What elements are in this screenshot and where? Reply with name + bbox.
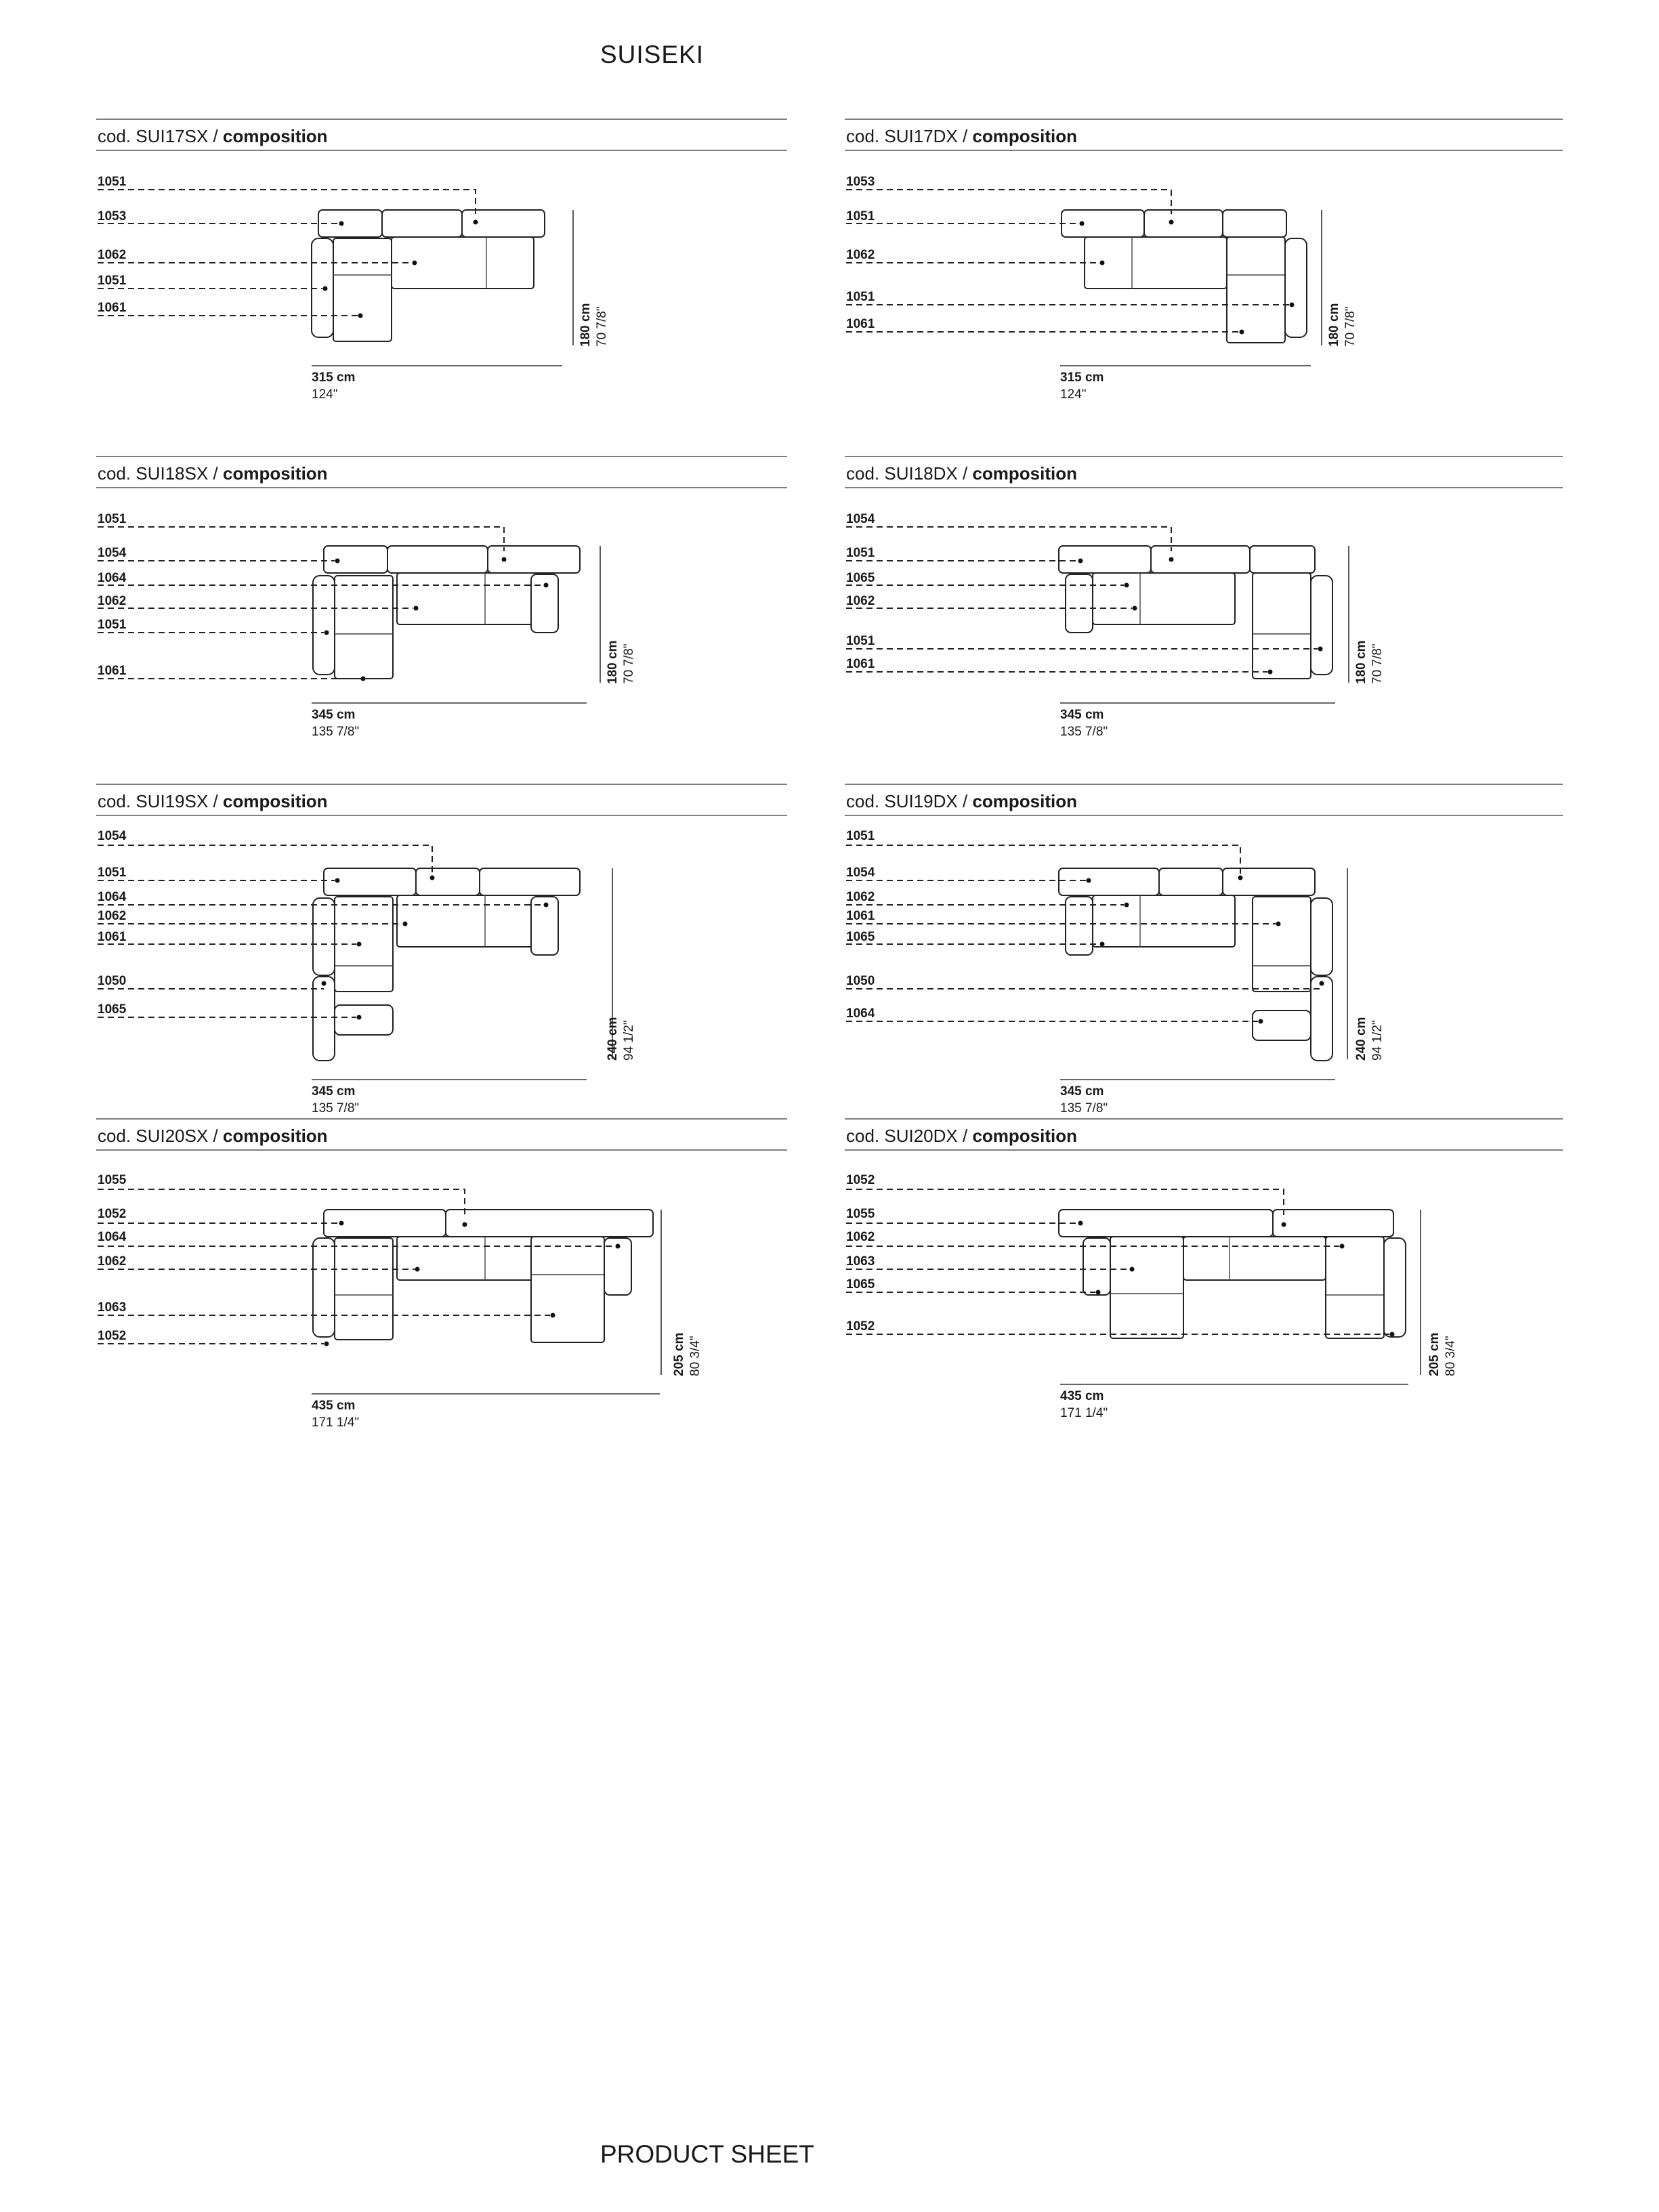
panel-sui17dx: [845, 115, 1563, 413]
module-tag: 1051: [98, 175, 127, 189]
width-cm: 315 cm: [312, 370, 356, 385]
width-in: 124": [312, 387, 338, 402]
module-tag: 1052: [846, 1173, 875, 1187]
width-in: 135 7/8": [312, 725, 360, 739]
module-tag: 1063: [846, 1254, 875, 1269]
sofa-plan: [313, 546, 580, 679]
composition-drawing-sui17dx: [845, 115, 1563, 413]
width-in: 171 1/4": [312, 1416, 360, 1430]
width-in: 135 7/8": [1060, 725, 1108, 739]
module-tag: 1051: [98, 274, 127, 288]
composition-header: cod. SUI19DX / composition: [846, 791, 1077, 811]
depth-cm: 240 cm: [1354, 1017, 1368, 1061]
module-tag: 1065: [846, 571, 875, 585]
width-cm: 345 cm: [1060, 1084, 1104, 1099]
module-tag: 1051: [846, 634, 875, 648]
depth-cm: 205 cm: [672, 1332, 686, 1376]
module-tag: 1064: [846, 1006, 875, 1021]
module-tag: 1064: [98, 1230, 127, 1244]
document-title: SUISEKI: [600, 41, 704, 68]
width-in: 124": [1060, 387, 1087, 402]
module-tag: 1061: [98, 930, 127, 944]
composition-header: cod. SUI19SX / composition: [98, 791, 328, 811]
composition-drawing-sui20dx: [845, 1115, 1563, 1440]
module-tag: 1063: [98, 1300, 127, 1315]
composition-header: cod. SUI18DX / composition: [846, 463, 1077, 484]
module-tag: 1064: [98, 890, 127, 904]
module-tag: 1051: [846, 546, 875, 560]
module-tag: 1061: [846, 909, 875, 923]
module-tag: 1065: [846, 930, 875, 944]
module-tag: 1061: [846, 317, 875, 331]
sofa-plan: [1062, 210, 1307, 343]
width-cm: 345 cm: [312, 708, 356, 722]
module-tag: 1051: [98, 618, 127, 632]
sofa-plan: [313, 868, 580, 1061]
depth-in: 80 3/4": [1444, 1336, 1458, 1376]
composition-header: cod. SUI17DX / composition: [846, 126, 1077, 146]
depth-in: 80 3/4": [688, 1336, 702, 1376]
depth-cm: 180 cm: [579, 303, 593, 347]
module-tag: 1053: [846, 175, 875, 189]
width-cm: 435 cm: [312, 1399, 356, 1413]
depth-cm: 180 cm: [606, 640, 620, 684]
composition-header: cod. SUI20DX / composition: [846, 1126, 1077, 1146]
module-tag: 1050: [98, 974, 127, 988]
module-tag: 1062: [846, 594, 875, 608]
sofa-plan: [1059, 868, 1332, 1061]
module-tag: 1052: [98, 1329, 127, 1343]
composition-header: cod. SUI18SX / composition: [98, 463, 328, 484]
composition-drawing-sui20sx: [96, 1115, 787, 1440]
composition-drawing-sui17sx: [96, 115, 787, 413]
module-tag: 1052: [846, 1319, 875, 1334]
width-in: 135 7/8": [1060, 1101, 1108, 1115]
depth-cm: 180 cm: [1354, 640, 1368, 684]
module-tag: 1062: [98, 248, 127, 262]
depth-in: 70 7/8": [622, 643, 636, 684]
panel-sui17sx: [96, 115, 787, 413]
sofa-plan: [1059, 1210, 1406, 1338]
panel-sui19sx: [96, 780, 787, 1119]
sofa-plan: [312, 210, 545, 341]
module-tag: 1062: [846, 890, 875, 904]
module-tag: 1051: [846, 290, 875, 304]
module-tag: 1053: [98, 209, 127, 224]
sofa-plan: [313, 1210, 653, 1342]
width-in: 135 7/8": [312, 1101, 360, 1115]
panel-sui20sx: [96, 1115, 787, 1440]
depth-in: 70 7/8": [595, 306, 609, 347]
module-tag: 1054: [846, 866, 875, 880]
module-tag: 1051: [846, 209, 875, 224]
depth-cm: 240 cm: [606, 1017, 620, 1061]
module-tag: 1054: [98, 546, 127, 560]
composition-header: cod. SUI17SX / composition: [98, 126, 328, 146]
module-tag: 1061: [98, 664, 127, 678]
panel-sui19dx: [845, 780, 1563, 1119]
module-tag: 1051: [846, 829, 875, 843]
module-tag: 1061: [846, 657, 875, 671]
composition-drawing-sui19dx: [845, 780, 1563, 1119]
module-tag: 1062: [98, 594, 127, 608]
depth-in: 94 1/2": [622, 1020, 636, 1061]
module-tag: 1050: [846, 974, 875, 988]
depth-in: 70 7/8": [1343, 306, 1358, 347]
module-tag: 1065: [846, 1277, 875, 1292]
module-tag: 1061: [98, 301, 127, 315]
module-tag: 1054: [98, 829, 127, 843]
width-in: 171 1/4": [1060, 1406, 1108, 1420]
width-cm: 345 cm: [1060, 708, 1104, 722]
module-tag: 1051: [98, 512, 127, 526]
module-tag: 1054: [846, 512, 875, 526]
module-tag: 1062: [98, 909, 127, 923]
module-tag: 1055: [846, 1207, 875, 1221]
module-tag: 1051: [98, 866, 127, 880]
module-tag: 1052: [98, 1207, 127, 1221]
module-tag: 1062: [846, 248, 875, 262]
module-tag: 1055: [98, 1173, 127, 1187]
module-tag: 1065: [98, 1002, 127, 1017]
module-tag: 1062: [846, 1230, 875, 1244]
panel-sui18sx: [96, 452, 787, 750]
composition-drawing-sui18sx: [96, 452, 787, 750]
width-cm: 345 cm: [312, 1084, 356, 1099]
panel-sui20dx: [845, 1115, 1563, 1440]
composition-header: cod. SUI20SX / composition: [98, 1126, 328, 1146]
sofa-plan: [1059, 546, 1332, 679]
depth-cm: 180 cm: [1327, 303, 1341, 347]
composition-drawing-sui18dx: [845, 452, 1563, 750]
document-footer: PRODUCT SHEET: [600, 2140, 814, 2168]
depth-in: 70 7/8": [1370, 643, 1385, 684]
depth-in: 94 1/2": [1370, 1020, 1385, 1061]
composition-drawing-sui19sx: [96, 780, 787, 1119]
module-tag: 1064: [98, 571, 127, 585]
width-cm: 315 cm: [1060, 370, 1104, 385]
depth-cm: 205 cm: [1427, 1332, 1442, 1376]
panel-sui18dx: [845, 452, 1563, 750]
module-tag: 1062: [98, 1254, 127, 1269]
width-cm: 435 cm: [1060, 1389, 1104, 1403]
